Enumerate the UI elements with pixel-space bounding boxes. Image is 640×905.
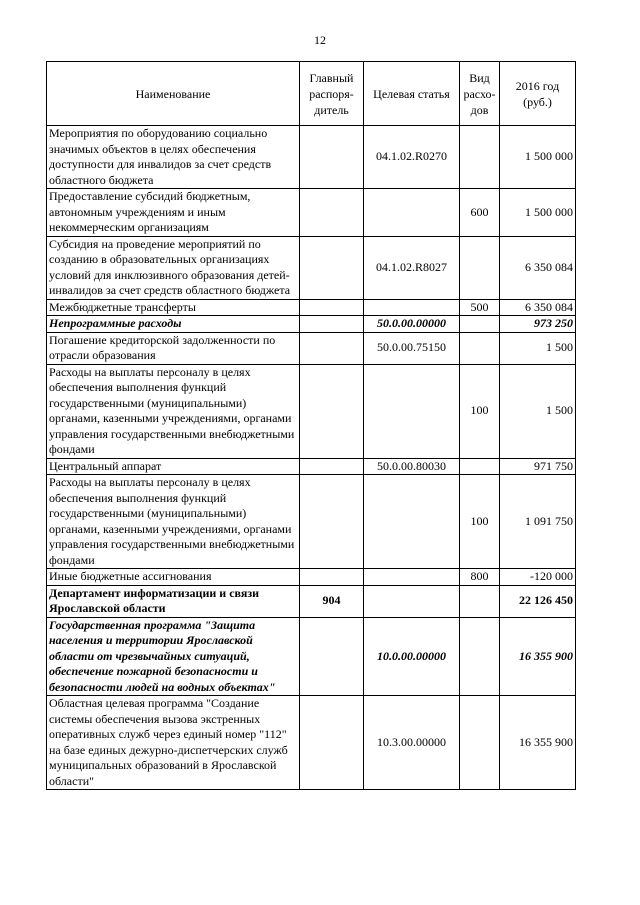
cell-sum: 6 350 084 [500, 299, 576, 316]
table-row [47, 569, 576, 586]
budget-table [46, 61, 576, 790]
table-row [47, 236, 576, 299]
table-row [47, 299, 576, 316]
cell-glav [300, 458, 364, 475]
table-row [47, 696, 576, 790]
cell-celevaya [364, 299, 460, 316]
cell-sum: 22 126 450 [500, 585, 576, 617]
table-row [47, 364, 576, 458]
cell-name: Иные бюджетные ассигнования [47, 569, 300, 586]
cell-vid [460, 585, 500, 617]
table-body [47, 126, 576, 790]
cell-glav [300, 332, 364, 364]
cell-sum: 1 500 [500, 332, 576, 364]
cell-vid [460, 617, 500, 696]
cell-name: Расходы на выплаты персоналу в целях обеспечения выполнения функций государственными (муниципальными) органами, казенными учреждениями, органами управления государственными внебюджетными фондами [47, 364, 300, 458]
cell-glav [300, 569, 364, 586]
cell-sum: -120 000 [500, 569, 576, 586]
cell-name: Областная целевая программа "Создание системы обеспечения вызова экстренных оперативных служб через единый номер "112" на базе единых дежурно-диспетчерских служб муниципальных образований в Ярославской области" [47, 696, 300, 790]
cell-sum: 973 250 [500, 316, 576, 333]
cell-name: Расходы на выплаты персоналу в целях обеспечения выполнения функций государственными (муниципальными) органами, казенными учреждениями, органами управления государственными внебюджетными фондами [47, 475, 300, 569]
cell-name: Субсидия на проведение мероприятий по созданию в образовательных организациях условий для инклюзивного образования детей-инвалидов за счет средств областного бюджета [47, 236, 300, 299]
cell-vid: 100 [460, 364, 500, 458]
cell-vid [460, 696, 500, 790]
header-sum: 2016 год (руб.) [500, 62, 576, 126]
cell-glav [300, 299, 364, 316]
table-row [47, 189, 576, 237]
cell-celevaya: 04.1.02.R0270 [364, 126, 460, 189]
cell-glav [300, 617, 364, 696]
cell-name: Предоставление субсидий бюджетным, автономным учреждениям и иным некоммерческим организациям [47, 189, 300, 237]
cell-glav [300, 364, 364, 458]
cell-name: Непрограммные расходы [47, 316, 300, 333]
cell-sum: 16 355 900 [500, 696, 576, 790]
header-glav: Главный распоря-дитель [300, 62, 364, 126]
cell-celevaya: 50.0.00.80030 [364, 458, 460, 475]
cell-vid [460, 332, 500, 364]
cell-glav [300, 126, 364, 189]
cell-sum: 16 355 900 [500, 617, 576, 696]
cell-vid: 100 [460, 475, 500, 569]
cell-celevaya [364, 585, 460, 617]
cell-celevaya: 50.0.00.75150 [364, 332, 460, 364]
cell-name: Межбюджетные трансферты [47, 299, 300, 316]
cell-celevaya: 10.0.00.00000 [364, 617, 460, 696]
cell-vid: 500 [460, 299, 500, 316]
header-name: Наименование [47, 62, 300, 126]
cell-vid: 600 [460, 189, 500, 237]
cell-celevaya [364, 189, 460, 237]
table-row [47, 585, 576, 617]
cell-sum: 1 091 750 [500, 475, 576, 569]
cell-vid [460, 236, 500, 299]
cell-glav [300, 316, 364, 333]
cell-celevaya [364, 569, 460, 586]
cell-vid [460, 458, 500, 475]
cell-celevaya [364, 364, 460, 458]
cell-vid [460, 316, 500, 333]
cell-celevaya: 04.1.02.R8027 [364, 236, 460, 299]
cell-sum: 1 500 [500, 364, 576, 458]
cell-glav [300, 696, 364, 790]
table-row [47, 126, 576, 189]
cell-name: Департамент информатизации и связи Ярославской области [47, 585, 300, 617]
cell-celevaya [364, 475, 460, 569]
cell-name: Государственная программа "Защита населения и территории Ярославской области от чрезвычайных ситуаций, обеспечение пожарной безопасности и безопасности людей на водных объектах" [47, 617, 300, 696]
cell-name: Центральный аппарат [47, 458, 300, 475]
cell-name: Мероприятия по оборудованию социально значимых объектов в целях обеспечения доступности для инвалидов за счет средств областного бюджета [47, 126, 300, 189]
table-row [47, 316, 576, 333]
cell-vid: 800 [460, 569, 500, 586]
cell-sum: 971 750 [500, 458, 576, 475]
header-celevaya: Целевая статья [364, 62, 460, 126]
cell-sum: 1 500 000 [500, 126, 576, 189]
table-header-row [47, 62, 576, 126]
cell-name: Погашение кредиторской задолженности по отрасли образования [47, 332, 300, 364]
cell-celevaya: 50.0.00.00000 [364, 316, 460, 333]
cell-sum: 6 350 084 [500, 236, 576, 299]
cell-vid [460, 126, 500, 189]
cell-celevaya: 10.3.00.00000 [364, 696, 460, 790]
table-row [47, 332, 576, 364]
header-vid: Вид расхо-дов [460, 62, 500, 126]
table-row [47, 458, 576, 475]
cell-sum: 1 500 000 [500, 189, 576, 237]
cell-glav [300, 475, 364, 569]
cell-glav [300, 189, 364, 237]
cell-glav: 904 [300, 585, 364, 617]
page-number: 12 [314, 33, 326, 47]
table-row [47, 475, 576, 569]
table-row [47, 617, 576, 696]
cell-glav [300, 236, 364, 299]
